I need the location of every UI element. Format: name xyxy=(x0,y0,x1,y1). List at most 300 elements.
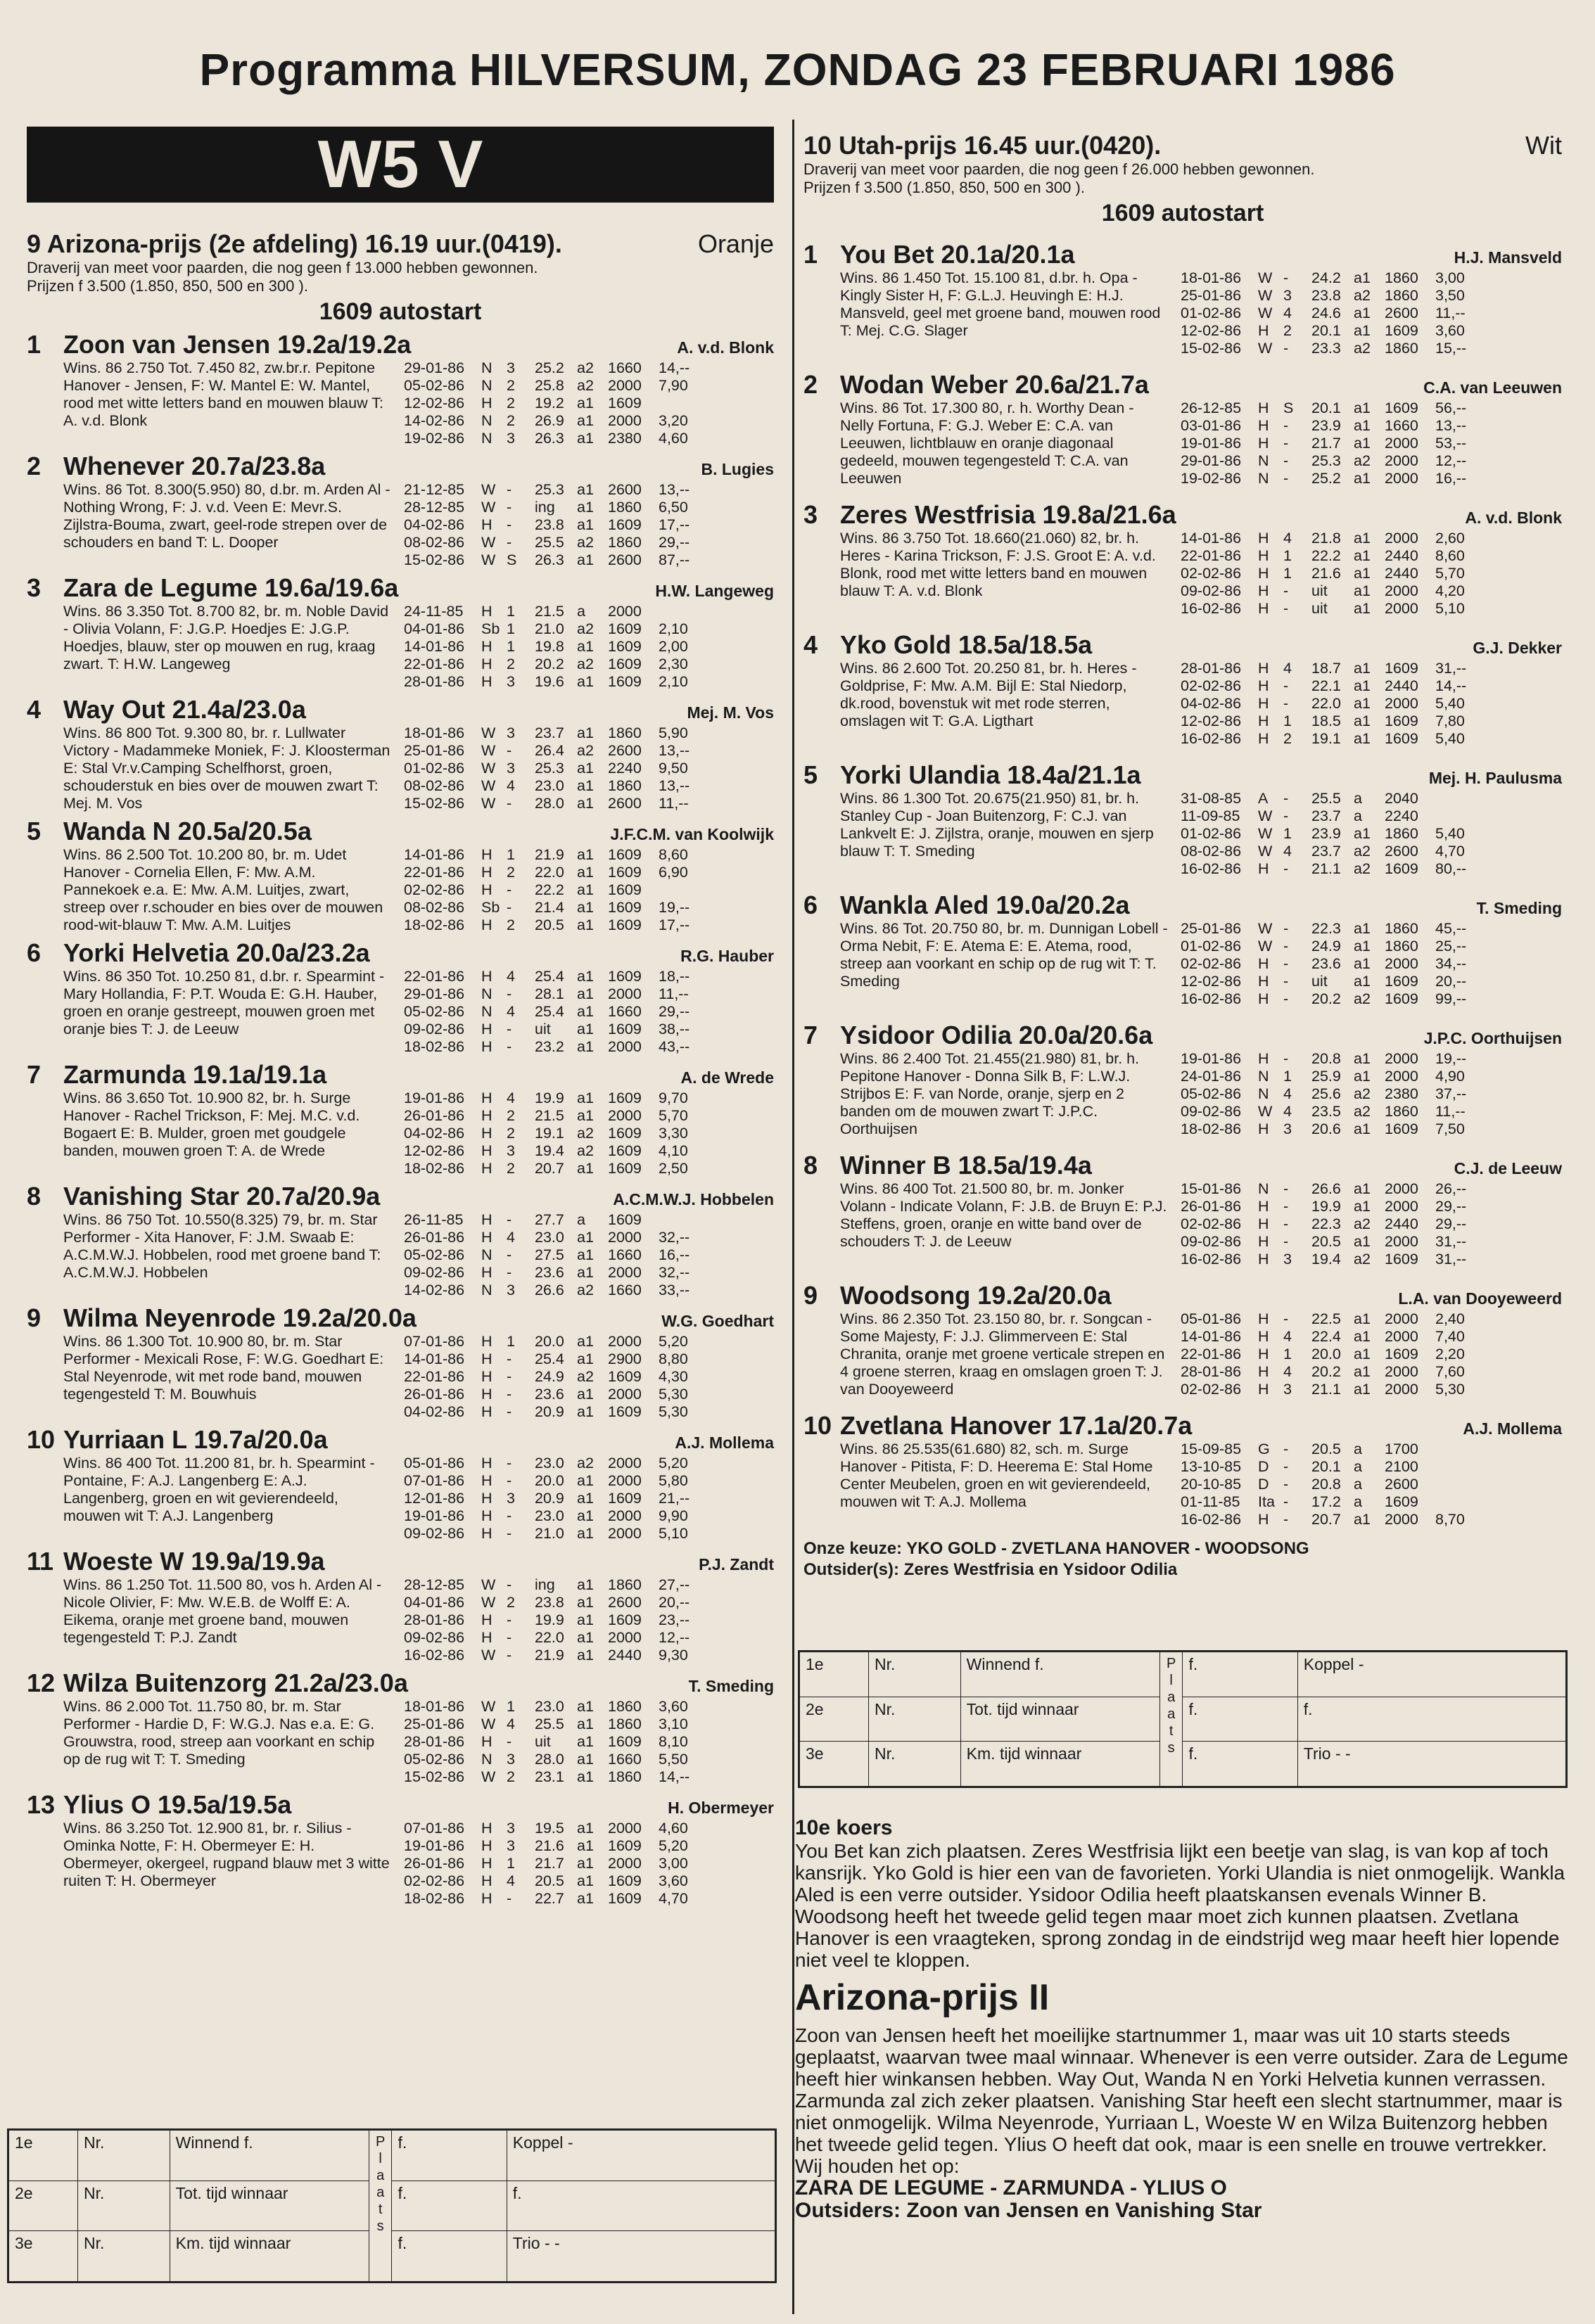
start-cell: a1 xyxy=(577,1507,594,1524)
start-cell: 20.7 xyxy=(535,1160,564,1177)
result-nr: Nr. xyxy=(869,1697,961,1742)
start-cell: 02-02-86 xyxy=(404,1872,465,1889)
start-cell: H xyxy=(1258,1198,1269,1215)
start-cell: 1609 xyxy=(1385,660,1418,677)
start-cell: 18-02-86 xyxy=(1181,1120,1242,1137)
start-cell: 2000 xyxy=(1385,452,1418,469)
start-cell: 2000 xyxy=(608,1264,642,1281)
start-row xyxy=(1181,565,1562,582)
start-row xyxy=(1181,695,1562,713)
horse-body xyxy=(840,790,1562,878)
result-extra xyxy=(1297,1652,1565,1697)
start-cell: W xyxy=(481,1716,496,1732)
start-cell: 22.2 xyxy=(1311,547,1341,564)
start-row xyxy=(404,603,774,620)
start-cell: 2 xyxy=(507,1107,515,1124)
horse-entry xyxy=(803,890,1562,1008)
start-cell: 15,-- xyxy=(1435,340,1467,357)
race-10-color: Wit xyxy=(1525,131,1562,160)
start-cell: 4 xyxy=(1283,305,1292,321)
start-cell: uit xyxy=(1311,973,1328,990)
start-cell: - xyxy=(507,1629,512,1646)
start-cell: 1609 xyxy=(1385,730,1418,747)
start-cell: 3 xyxy=(1283,1251,1292,1268)
start-cell: H xyxy=(481,1525,493,1542)
start-cell: 5,40 xyxy=(1435,825,1465,842)
start-row xyxy=(404,534,774,551)
start-cell: N xyxy=(481,1751,493,1768)
start-cell: 25.3 xyxy=(535,481,564,498)
start-cell: a1 xyxy=(577,1890,594,1907)
start-cell: 12-02-86 xyxy=(1181,322,1242,339)
start-cell: - xyxy=(1283,1215,1289,1232)
horse-trainer: A. de Wrede xyxy=(680,1068,774,1087)
start-cell: 1609 xyxy=(608,1090,642,1106)
start-cell: H xyxy=(1258,1120,1269,1137)
start-row xyxy=(1181,1458,1562,1476)
race-9-section xyxy=(27,229,774,1908)
horse-entry xyxy=(803,1151,1562,1268)
start-cell: 2,60 xyxy=(1435,530,1465,547)
start-cell: 2240 xyxy=(608,760,642,777)
start-cell: 15-02-86 xyxy=(404,795,465,812)
start-cell: 26.3 xyxy=(535,551,564,568)
horse-info: Wins. 86 2.600 Tot. 20.250 81, br. h. Heres - Goldprise, F: Mw. A.M. Bijl E: Stal Niedorp, dk.rood, bovenstuk wit met rode sterren, omslagen wit T: G.A. Ligthart xyxy=(840,660,1137,729)
start-row xyxy=(1181,1120,1562,1138)
start-cell: W xyxy=(1258,938,1273,954)
start-cell: H xyxy=(481,603,493,620)
start-cell: a1 xyxy=(577,1403,594,1420)
start-cell: 04-02-86 xyxy=(404,1403,465,1420)
horse-entry xyxy=(27,1303,774,1421)
start-cell: a2 xyxy=(577,1125,594,1142)
start-cell: 4 xyxy=(507,1090,515,1106)
start-cell: 2 xyxy=(507,1768,515,1785)
horse-trainer: A. v.d. Blonk xyxy=(677,338,774,357)
start-cell: 19,-- xyxy=(659,899,690,916)
horse-header xyxy=(803,500,1562,530)
start-row xyxy=(1181,1328,1562,1346)
horse-trainer: C.A. van Leeuwen xyxy=(1423,378,1562,397)
start-row xyxy=(404,1229,774,1246)
start-cell: 21.0 xyxy=(535,1525,564,1542)
start-cell: a1 xyxy=(577,1855,594,1872)
start-cell: 20.5 xyxy=(1311,1233,1341,1250)
start-cell: 16-02-86 xyxy=(1181,860,1242,877)
start-cell: 20.8 xyxy=(1311,1050,1341,1067)
start-cell: 4 xyxy=(1283,1085,1292,1102)
start-cell: 1700 xyxy=(1385,1441,1418,1457)
start-cell: 21.5 xyxy=(535,603,564,620)
horse-entry xyxy=(803,630,1562,748)
horse-header xyxy=(27,1425,774,1455)
race-9-title: 9 Arizona-prijs (2e afdeling) 16.19 uur.(0419). xyxy=(27,229,562,258)
start-cell: 1609 xyxy=(1385,1251,1418,1268)
horse-trainer: A.C.M.W.J. Hobbelen xyxy=(613,1190,774,1208)
start-cell: 1860 xyxy=(1385,825,1418,842)
start-cell: 4,20 xyxy=(1435,582,1465,599)
start-cell: - xyxy=(1283,1493,1289,1510)
start-row xyxy=(1181,340,1562,357)
start-cell: 28-01-86 xyxy=(404,1733,465,1750)
start-cell xyxy=(1435,1458,1490,1476)
result-row xyxy=(9,2131,775,2181)
start-cell: 2000 xyxy=(608,1455,642,1471)
start-row xyxy=(1181,825,1562,843)
start-cell: a1 xyxy=(1354,1310,1371,1327)
start-cell: 1609 xyxy=(608,1021,642,1038)
horse-name: Zarmunda 19.1a/19.1a xyxy=(63,1060,327,1089)
start-cell: H xyxy=(481,1472,493,1489)
start-cell: 09-02-86 xyxy=(1181,1233,1242,1250)
start-cell: 1609 xyxy=(608,846,642,863)
start-cell: 04-02-86 xyxy=(1181,695,1242,712)
start-cell: 20.2 xyxy=(535,656,564,672)
start-cell: 1609 xyxy=(1385,713,1418,729)
result-label: Winnend f. xyxy=(170,2131,369,2181)
start-cell: 25.4 xyxy=(535,1351,564,1367)
start-cell: 7,60 xyxy=(1435,1363,1465,1380)
race-9-color: Oranje xyxy=(697,229,774,258)
horse-trainer: J.P.C. Oorthuijsen xyxy=(1423,1029,1562,1047)
start-cell: a1 xyxy=(1354,1068,1371,1085)
horse-number: 2 xyxy=(803,370,818,399)
start-cell: 5,70 xyxy=(659,1107,688,1124)
start-cell: 20.2 xyxy=(1311,990,1341,1007)
horse-body xyxy=(63,1576,774,1664)
koppel-f: f. xyxy=(512,2183,522,2202)
start-cell: N xyxy=(481,1246,493,1263)
start-cell: 23.8 xyxy=(535,516,564,533)
result-nr: Nr. xyxy=(78,2181,170,2231)
start-cell: 20.0 xyxy=(1311,1346,1341,1362)
start-cell: uit xyxy=(1311,582,1328,599)
horse-number: 3 xyxy=(803,500,818,529)
start-cell: 1 xyxy=(507,620,515,637)
start-cell: 1609 xyxy=(608,1160,642,1177)
start-row xyxy=(404,1246,774,1264)
result-grid xyxy=(799,1652,1566,1787)
koppel-dash: - xyxy=(567,2133,573,2152)
result-f: f. xyxy=(392,2131,507,2181)
start-cell: H xyxy=(481,1160,493,1177)
horse-entry xyxy=(803,1021,1562,1138)
start-cell xyxy=(1435,1476,1490,1493)
horse-body xyxy=(63,1333,774,1421)
start-cell: 25-01-86 xyxy=(1181,920,1242,937)
start-cell: 2,10 xyxy=(659,673,688,690)
start-cell: 6,90 xyxy=(659,864,688,881)
horse-trainer: T. Smeding xyxy=(1476,899,1562,917)
start-cell: 18.5 xyxy=(1311,713,1341,729)
start-row xyxy=(404,899,774,917)
start-cell: W xyxy=(481,1768,496,1785)
start-cell: 23.0 xyxy=(535,1455,564,1471)
start-cell: 20.6 xyxy=(1311,1120,1341,1137)
start-cell: 19-01-86 xyxy=(1181,435,1242,452)
start-cell: a1 xyxy=(577,1576,594,1593)
horse-number: 6 xyxy=(803,890,818,919)
start-cell: 23.6 xyxy=(535,1386,564,1403)
start-cell: 29-01-86 xyxy=(404,359,465,376)
start-cell: - xyxy=(1283,973,1289,990)
horse-number: 5 xyxy=(27,817,42,845)
start-cell: 24.6 xyxy=(1311,305,1341,321)
start-cell: 26-01-86 xyxy=(1181,1198,1242,1215)
horse-entry xyxy=(803,1281,1562,1398)
horse-body xyxy=(840,1310,1562,1398)
start-cell: 18-02-86 xyxy=(404,1160,465,1177)
start-cell: a1 xyxy=(577,551,594,568)
start-cell: 4 xyxy=(1283,1328,1292,1345)
start-row xyxy=(1181,1103,1562,1120)
start-cell: 2,30 xyxy=(659,656,688,672)
start-cell: 25.4 xyxy=(535,968,564,985)
start-cell: - xyxy=(507,534,512,551)
start-cell: 11,-- xyxy=(659,985,689,1002)
horse-entry xyxy=(803,500,1562,618)
start-cell: 53,-- xyxy=(1435,435,1467,452)
race-10-conditions: Draverij van meet voor paarden, die nog geen f 26.000 hebben gewonnen. xyxy=(803,160,1315,178)
start-cell: 20.8 xyxy=(1311,1476,1341,1493)
start-cell: Sb xyxy=(481,620,500,637)
start-cell: H xyxy=(1258,660,1269,677)
horse-entry xyxy=(27,1547,774,1664)
start-cell: 21.8 xyxy=(1311,530,1341,547)
start-cell: 19.9 xyxy=(1311,1198,1341,1215)
start-cell: a1 xyxy=(577,968,594,985)
start-cell: 1609 xyxy=(1385,1493,1418,1510)
start-cell: 2440 xyxy=(1385,565,1418,582)
onze-keuze: Onze keuze: YKO GOLD - ZVETLANA HANOVER - WOODSONG xyxy=(803,1539,1309,1558)
start-row xyxy=(1181,1050,1562,1068)
start-cell: 1609 xyxy=(608,656,642,672)
start-cell: a1 xyxy=(577,1525,594,1542)
result-label: Winnend f. xyxy=(960,1652,1159,1697)
horse-body xyxy=(63,359,774,447)
start-cell: 21,-- xyxy=(659,1490,690,1507)
start-cell: - xyxy=(507,1647,512,1664)
horse-entry xyxy=(27,1060,774,1177)
horse-header xyxy=(27,1668,774,1698)
start-row xyxy=(404,412,774,430)
start-cell: H xyxy=(1258,990,1269,1007)
start-cell: 23.0 xyxy=(535,777,564,794)
start-cell: - xyxy=(507,481,512,498)
start-cell: 23.6 xyxy=(1311,955,1341,972)
start-cell: 26-12-85 xyxy=(1181,400,1242,416)
start-cell: 2000 xyxy=(1385,470,1418,487)
start-cell: a1 xyxy=(577,499,594,516)
start-cell: 32,-- xyxy=(659,1229,690,1246)
start-row xyxy=(404,1211,774,1229)
start-cell: a xyxy=(1354,1441,1362,1457)
start-cell: 19.2 xyxy=(535,395,564,411)
start-cell xyxy=(1435,790,1490,807)
start-cell: D xyxy=(1258,1476,1269,1493)
start-cell: 1 xyxy=(507,846,515,863)
horse-starts xyxy=(1181,269,1562,357)
start-cell: 18-01-86 xyxy=(404,1698,465,1715)
horse-starts xyxy=(1181,1180,1562,1268)
start-cell: 26-01-86 xyxy=(404,1855,465,1872)
start-row xyxy=(404,499,774,516)
start-cell: 8,80 xyxy=(659,1351,688,1367)
start-cell: a1 xyxy=(1354,417,1371,434)
start-cell: N xyxy=(1258,1068,1269,1085)
horse-body xyxy=(63,1455,774,1543)
start-row xyxy=(1181,938,1562,955)
start-cell: 25.3 xyxy=(535,760,564,777)
start-row xyxy=(404,1003,774,1021)
start-cell: 19.6 xyxy=(535,673,564,690)
start-cell: 08-02-86 xyxy=(404,899,465,916)
result-grid xyxy=(8,2130,775,2282)
horse-starts xyxy=(404,1211,774,1299)
start-cell: 1660 xyxy=(608,1282,642,1298)
start-cell: - xyxy=(1283,955,1289,972)
start-cell: 22.2 xyxy=(535,881,564,898)
horse-number: 3 xyxy=(27,573,42,602)
result-row xyxy=(800,1652,1566,1697)
start-cell: a1 xyxy=(577,1647,594,1664)
start-cell: a1 xyxy=(577,1090,594,1106)
horse-body xyxy=(63,846,774,934)
start-cell: 21-12-85 xyxy=(404,481,465,498)
start-cell: 1 xyxy=(1283,547,1292,564)
horse-starts xyxy=(404,1455,774,1543)
horse-trainer: C.J. de Leeuw xyxy=(1454,1159,1562,1177)
horse-name: Zeres Westfrisia 19.8a/21.6a xyxy=(840,500,1176,529)
horse-header xyxy=(27,1182,774,1211)
horse-body xyxy=(840,920,1562,1008)
start-cell: a1 xyxy=(1354,400,1371,416)
start-cell: 02-02-86 xyxy=(404,881,465,898)
start-cell: 19.1 xyxy=(535,1125,564,1142)
start-cell: 21.0 xyxy=(535,620,564,637)
start-cell: 4 xyxy=(1283,660,1292,677)
race-10-horse-list xyxy=(803,240,1562,1528)
arizona-2-picks: ZARA DE LEGUME - ZARMUNDA - YLIUS O xyxy=(795,2176,1227,2200)
start-row xyxy=(404,1647,774,1664)
horse-starts xyxy=(1181,400,1562,487)
start-cell: 13,-- xyxy=(659,481,690,498)
start-cell: a1 xyxy=(577,899,594,916)
horse-header xyxy=(27,1060,774,1090)
start-cell: 29-01-86 xyxy=(404,985,465,1002)
horse-number: 1 xyxy=(803,240,818,269)
start-row xyxy=(404,1611,774,1629)
start-cell: 1860 xyxy=(608,724,642,741)
start-cell: a1 xyxy=(577,1003,594,1020)
horse-number: 12 xyxy=(27,1668,56,1697)
start-cell: W xyxy=(1258,1103,1273,1120)
start-row xyxy=(1181,1381,1562,1398)
start-cell: 28-01-86 xyxy=(404,673,465,690)
start-cell: H xyxy=(481,673,493,690)
start-cell: W xyxy=(481,777,496,794)
start-cell: 26-01-86 xyxy=(404,1229,465,1246)
start-row xyxy=(404,1525,774,1543)
start-cell: 18-02-86 xyxy=(404,1038,465,1055)
start-cell: 20.5 xyxy=(535,1872,564,1889)
start-cell: 2,40 xyxy=(1435,1310,1465,1327)
result-plaats: P l a a t s xyxy=(1159,1652,1183,1787)
horse-name: Yorki Ulandia 18.4a/21.1a xyxy=(840,760,1141,789)
result-row xyxy=(800,1742,1566,1787)
start-cell: 28.1 xyxy=(535,985,564,1002)
start-cell: - xyxy=(1283,1458,1289,1475)
start-row xyxy=(404,864,774,881)
start-cell xyxy=(659,1211,713,1229)
start-cell: 26.6 xyxy=(535,1282,564,1298)
start-cell: 2000 xyxy=(608,377,642,394)
horse-number: 1 xyxy=(27,330,42,359)
horse-body xyxy=(840,530,1562,618)
start-cell: 28.0 xyxy=(535,1751,564,1768)
start-cell: a2 xyxy=(577,1142,594,1159)
start-row xyxy=(1181,287,1562,305)
start-cell: 8,60 xyxy=(659,846,688,863)
horse-entry xyxy=(803,240,1562,357)
race-9-autostart: 1609 autostart xyxy=(319,298,482,325)
start-cell: - xyxy=(1283,269,1289,286)
start-cell: 3,20 xyxy=(659,412,688,429)
result-label: Km. tijd winnaar xyxy=(960,1742,1159,1787)
start-cell: 2000 xyxy=(608,1333,642,1350)
start-cell: H xyxy=(481,1455,493,1471)
start-cell: 19-02-86 xyxy=(404,430,465,447)
start-cell: a1 xyxy=(1354,730,1371,747)
horse-name: Wankla Aled 19.0a/20.2a xyxy=(840,890,1130,919)
start-cell: 1860 xyxy=(608,1716,642,1732)
start-cell: 09-02-86 xyxy=(404,1264,465,1281)
start-cell: 2000 xyxy=(1385,955,1418,972)
start-cell: 25,-- xyxy=(1435,938,1467,954)
start-cell: 23.3 xyxy=(1311,340,1341,357)
horse-entry xyxy=(27,938,774,1056)
start-row xyxy=(1181,1346,1562,1363)
start-cell: 4 xyxy=(1283,1103,1292,1120)
start-cell: 1609 xyxy=(1385,1346,1418,1362)
start-row xyxy=(404,395,774,412)
start-cell: 12-02-86 xyxy=(404,395,465,411)
start-row xyxy=(404,881,774,899)
race-9-horse-list xyxy=(27,330,774,1908)
start-cell: 1860 xyxy=(1385,938,1418,954)
horse-entry xyxy=(803,760,1562,878)
start-cell: a2 xyxy=(1354,1251,1371,1268)
horse-entry xyxy=(27,452,774,569)
horse-header xyxy=(803,890,1562,920)
start-row xyxy=(1181,1180,1562,1198)
start-cell: - xyxy=(507,1455,512,1471)
start-cell: 09-02-86 xyxy=(404,1629,465,1646)
horse-number: 9 xyxy=(803,1281,818,1310)
start-cell: H xyxy=(1258,600,1269,617)
start-cell: H xyxy=(1258,713,1269,729)
start-cell: N xyxy=(481,985,493,1002)
start-cell: H xyxy=(481,1386,493,1403)
start-cell: 29,-- xyxy=(1435,1198,1467,1215)
start-cell: 14-01-86 xyxy=(404,638,465,655)
horse-number: 2 xyxy=(27,452,42,480)
start-cell: a1 xyxy=(577,881,594,898)
start-cell: - xyxy=(507,795,512,812)
start-cell: a1 xyxy=(1354,825,1371,842)
start-cell: - xyxy=(1283,582,1289,599)
start-cell: 5,40 xyxy=(1435,695,1465,712)
